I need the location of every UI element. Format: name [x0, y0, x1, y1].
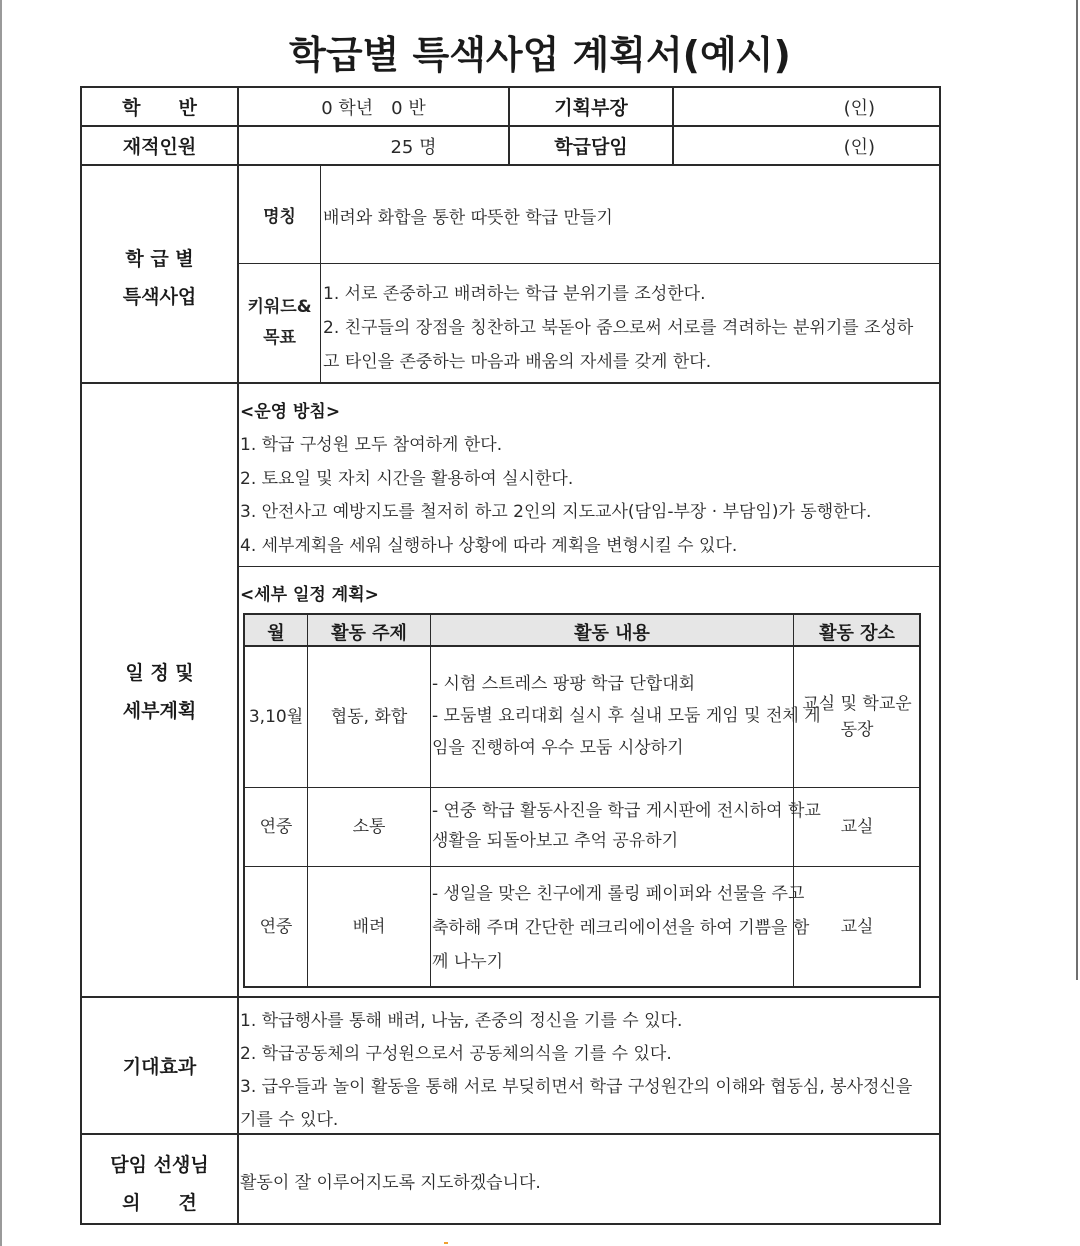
keyword-label — [239, 292, 320, 354]
schedule-section-label-line: 세부계획 — [122, 700, 197, 722]
schedule-header-place: 활동 장소 — [819, 623, 895, 644]
page-left-border — [0, 0, 2, 1246]
keyword-label-line: 키워드& — [247, 297, 312, 317]
project-section-label-line: 학 급 별 — [125, 248, 194, 270]
opinion-value: 활동이 잘 이루어지도록 지도하겠습니다. — [240, 1173, 541, 1193]
policy-item: 2. 토요일 및 자치 시간을 활용하여 실시한다. — [240, 469, 574, 489]
schedule-cell-month: 연중 — [259, 817, 293, 837]
planning-head-seal: (인) — [843, 97, 875, 119]
opinion-label — [82, 1146, 237, 1222]
schedule-cell-month: 연중 — [259, 917, 293, 937]
policy-item: 4. 세부계획을 세워 실행하나 상황에 따라 계획을 변형시킬 수 있다. — [240, 536, 738, 556]
effect-item: 1. 학급행사를 통해 배려, 나눔, 존중의 정신을 기를 수 있다. — [240, 1011, 683, 1031]
row-divider — [80, 1133, 941, 1135]
document-title: 학급별 특색사업 계획서(예시) — [289, 33, 791, 77]
place-line: 교실 및 학교운 — [802, 694, 912, 714]
enrollment-label: 재적인원 — [122, 136, 197, 158]
class-value: 0 학년 0 반 — [321, 97, 426, 119]
opinion-label-line: 의 견 — [122, 1192, 197, 1214]
effects-label: 기대효과 — [122, 1056, 197, 1078]
schedule-cell-theme: 협동, 화합 — [330, 707, 408, 727]
homeroom-seal: (인) — [843, 136, 875, 158]
column-divider — [320, 165, 321, 383]
plan-heading: <세부 일정 계획> — [240, 585, 379, 605]
project-name-label: 명칭 — [263, 207, 296, 227]
schedule-cell-content — [432, 668, 821, 764]
schedule-section-label — [82, 654, 237, 730]
goal-line: 고 타인을 존중하는 마음과 배움의 자세를 갖게 한다. — [323, 352, 712, 372]
page-marker — [444, 1242, 448, 1244]
content-line: - 시험 스트레스 팡팡 학급 단합대회 — [432, 674, 696, 694]
project-name-value: 배려와 화합을 통한 따뜻한 학급 만들기 — [323, 208, 613, 228]
goal-line: 2. 친구들의 장점을 칭찬하고 북돋아 줌으로써 서로를 격려하는 분위기를 조성하 — [323, 318, 914, 338]
place-line: 동장 — [840, 720, 874, 740]
schedule-cell-month: 3,10월 — [248, 707, 304, 727]
row-divider — [238, 263, 940, 264]
schedule-cell-content — [432, 877, 809, 979]
policy-heading: <운영 방침> — [240, 402, 341, 422]
schedule-cell-place: 교실 — [840, 817, 874, 837]
schedule-column-divider — [430, 615, 431, 987]
policy-item: 1. 학급 구성원 모두 참여하게 한다. — [240, 435, 503, 455]
content-line: - 생일을 맞은 친구에게 롤링 페이퍼와 선물을 주고 — [432, 884, 805, 904]
row-divider — [80, 164, 941, 166]
effect-item: 2. 학급공동체의 구성원으로서 공동체의식을 기를 수 있다. — [240, 1044, 672, 1064]
row-divider — [238, 566, 940, 567]
content-line: 축하해 주며 간단한 레크리에이션을 하여 기쁨을 함 — [432, 918, 810, 938]
page-right-border — [1076, 0, 1078, 980]
class-label: 학 반 — [122, 97, 197, 119]
effect-item: 3. 급우들과 놀이 활동을 통해 서로 부딪히면서 학급 구성원간의 이해와 협동심, 봉사정신을 — [240, 1077, 913, 1097]
content-line: - 연중 학급 활동사진을 학급 게시판에 전시하여 학교 — [432, 801, 821, 821]
content-line: - 모둠별 요리대회 실시 후 실내 모둠 게임 및 전체 게 — [432, 706, 821, 726]
schedule-header-theme: 활동 주제 — [331, 623, 407, 644]
project-section-label — [82, 240, 237, 316]
content-line: 임을 진행하여 우수 모둠 시상하기 — [432, 738, 684, 758]
schedule-section-label-line: 일 정 및 — [125, 662, 194, 684]
content-line: 생활을 되돌아보고 추억 공유하기 — [432, 831, 679, 851]
planning-head-label: 기획부장 — [554, 97, 628, 119]
effect-item: 기를 수 있다. — [240, 1110, 339, 1130]
schedule-cell-content — [432, 796, 821, 856]
project-section-label-line: 특색사업 — [122, 286, 197, 308]
keyword-label-line: 목표 — [263, 328, 296, 348]
schedule-cell-place — [794, 647, 920, 787]
schedule-header-content: 활동 내용 — [574, 623, 650, 644]
goal-line: 1. 서로 존중하고 배려하는 학급 분위기를 조성한다. — [323, 284, 706, 304]
row-divider — [80, 382, 941, 384]
content-line: 께 나누기 — [432, 952, 504, 972]
policy-item: 3. 안전사고 예방지도를 철저히 하고 2인의 지도교사(담임-부장 · 부담임)가 동행한다. — [240, 502, 872, 522]
schedule-cell-theme: 배려 — [352, 917, 386, 937]
opinion-label-line: 담임 선생님 — [110, 1154, 209, 1176]
schedule-header-month: 월 — [267, 623, 285, 644]
homeroom-label: 학급담임 — [554, 136, 628, 158]
schedule-cell-theme: 소통 — [352, 817, 386, 837]
schedule-cell-place: 교실 — [840, 917, 874, 937]
enrollment-value: 25 명 — [390, 136, 437, 158]
